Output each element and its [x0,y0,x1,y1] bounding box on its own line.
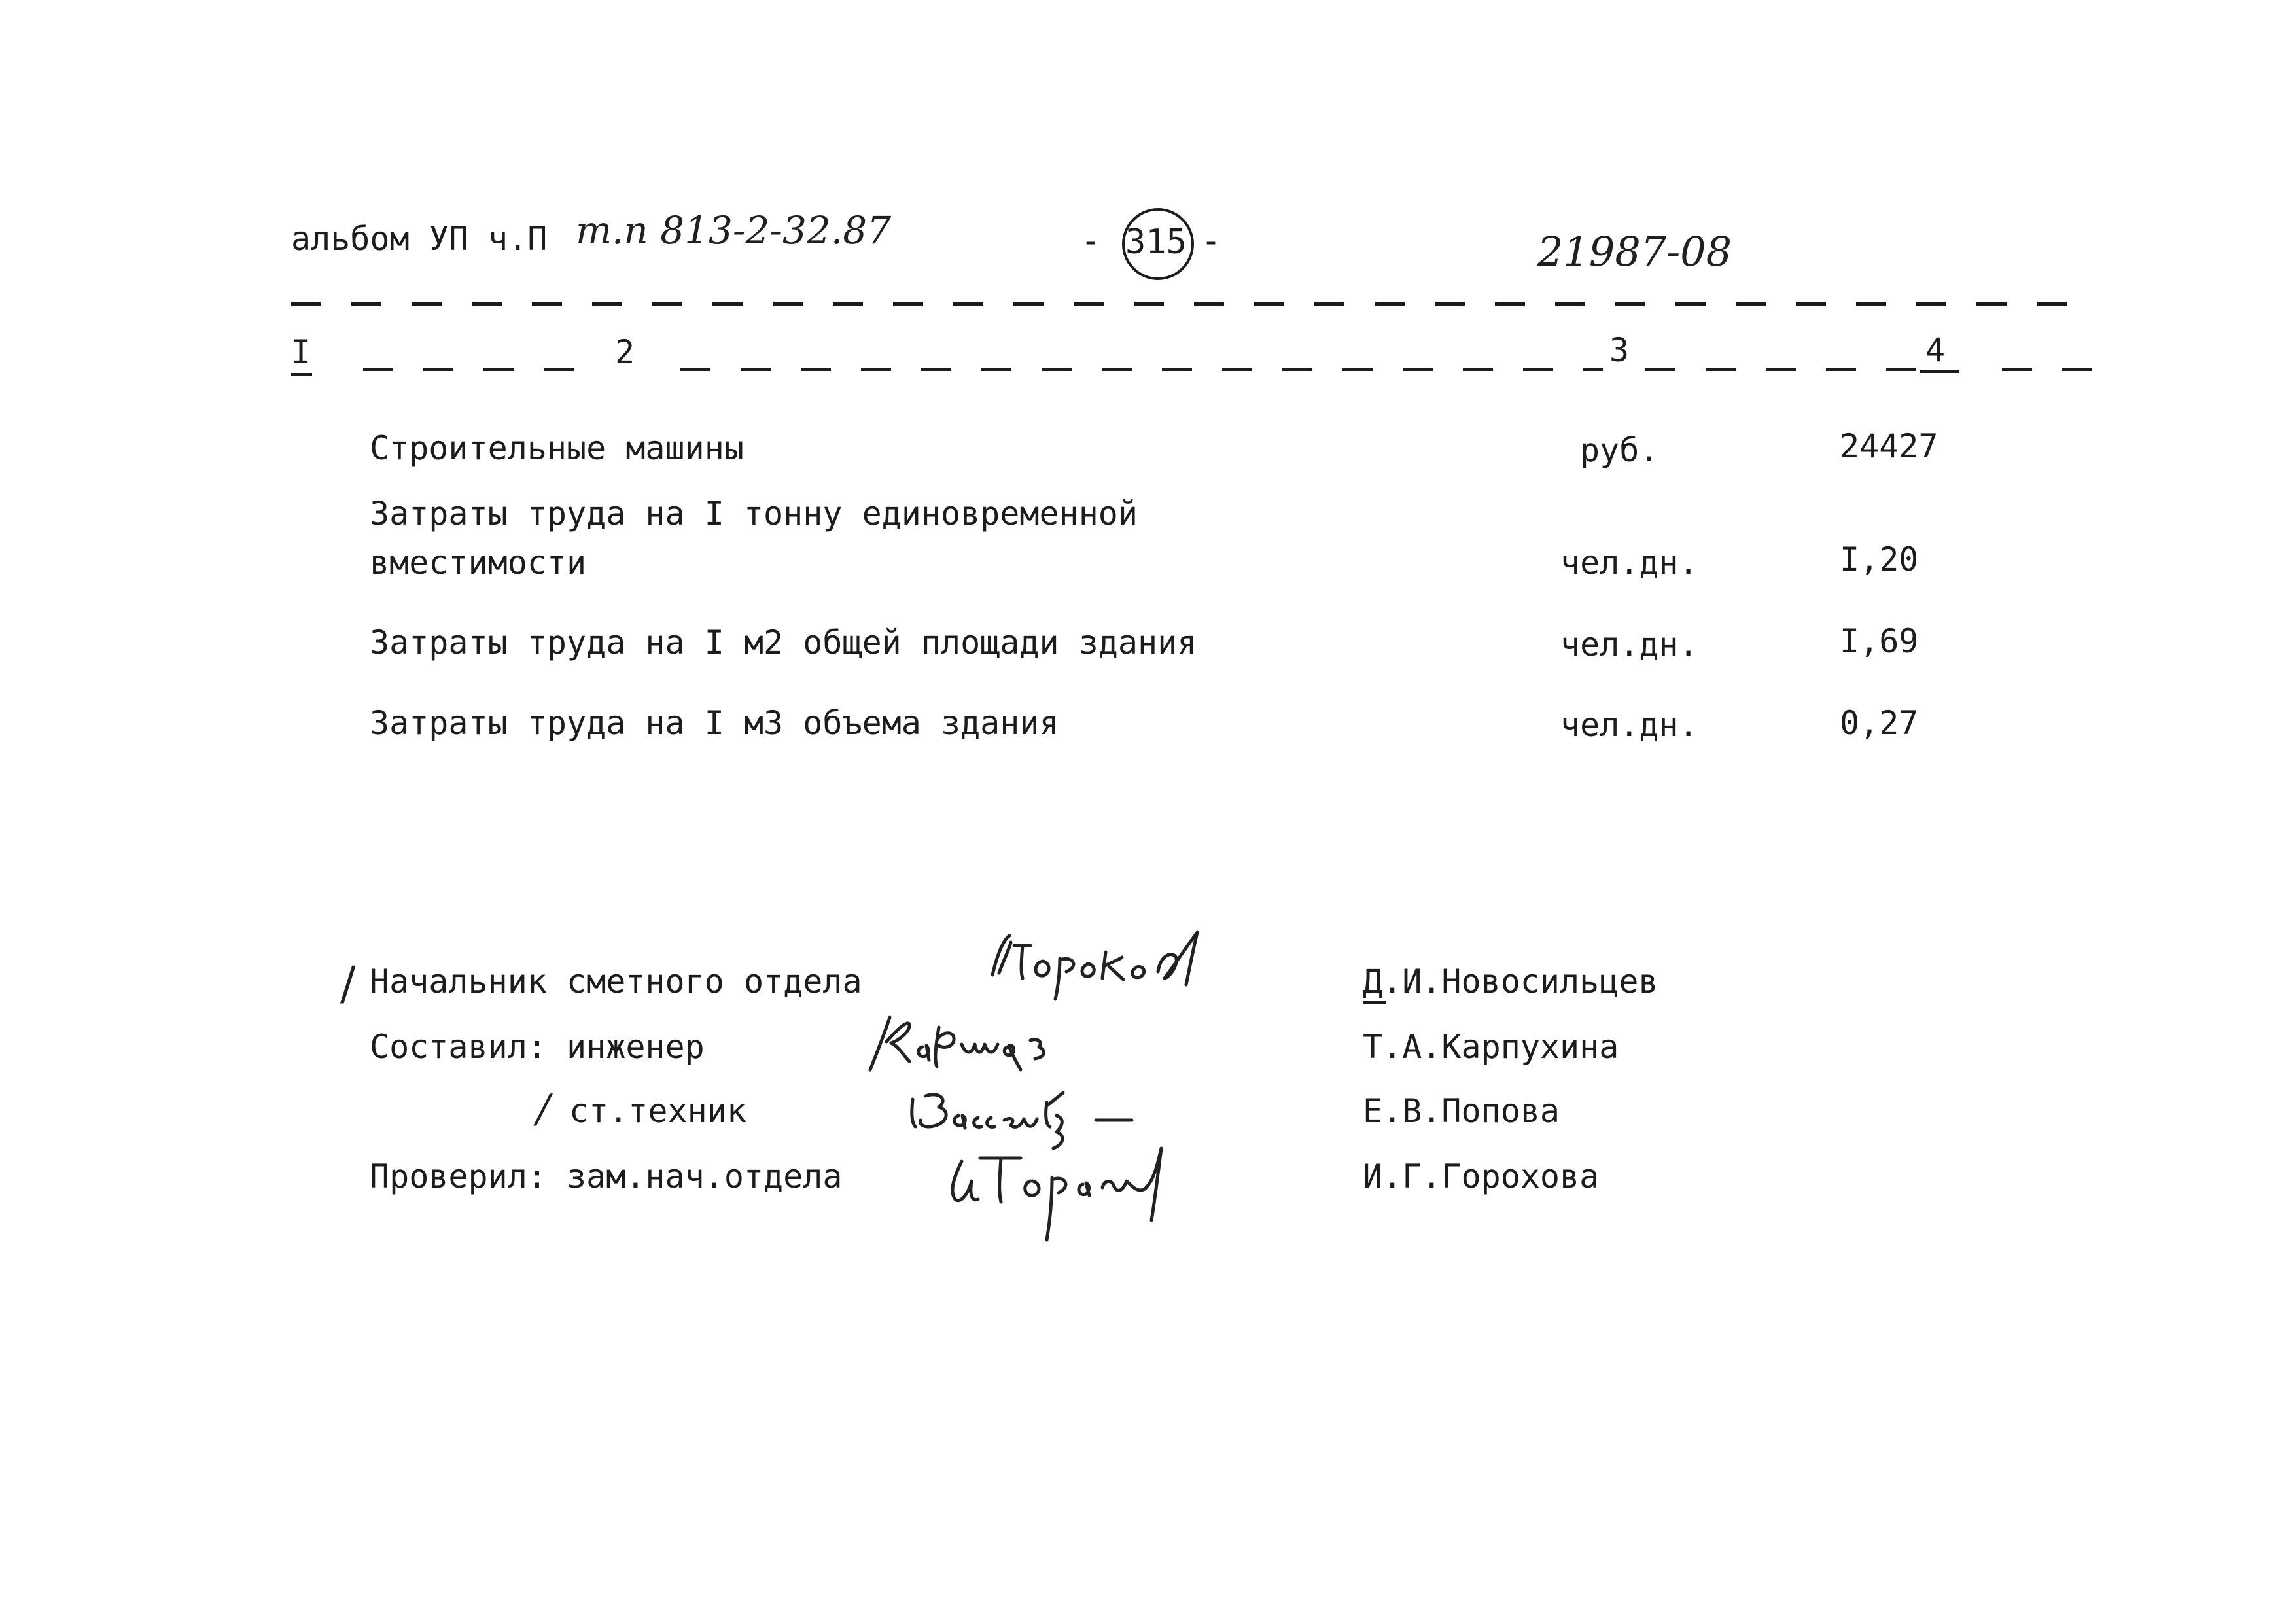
handwritten-signature [864,1001,1079,1073]
document-number-handwritten: 21987-08 [1537,228,1732,275]
handwritten-signature [906,1080,1194,1152]
row-unit: чел.дн. [1560,626,1698,663]
signature-role: Начальник сметного отдела [370,962,862,1000]
row-value: 24427 [1840,427,1938,465]
column-number-3: 3 [1609,331,1630,369]
page-number-dash-right: - [1201,222,1221,260]
column-number-1: I [291,333,311,371]
column-number-4: 4 [1925,331,1946,369]
column-dashes-2 [680,368,1603,371]
row-unit: чел.дн. [1560,706,1698,744]
project-number-handwritten: т.п 813-2-32.87 [576,208,892,253]
row-unit: чел.дн. [1560,544,1698,582]
row-label: Затраты труда на I м2 общей площади здания [370,624,1197,662]
signatory-name: Т.А.Карпухина [1363,1028,1619,1066]
signatory-name: Е.В.Попова [1363,1092,1560,1130]
handwritten-signature [985,926,1240,1004]
column-dashes-4 [2002,368,2094,371]
row-label: Затраты труда на I тонну единовременной [370,495,1138,533]
signature-mark: / [340,957,356,1010]
handwritten-signature [942,1142,1217,1246]
row-label: Затраты труда на I м3 объема здания [370,704,1059,742]
row-value: I,69 [1840,622,1919,660]
column-dashes-1 [363,368,592,371]
signature-mark: / [536,1086,550,1132]
column-dashes-3 [1645,368,1920,371]
row-value: 0,27 [1840,704,1919,742]
signature-role: ст.техник [569,1092,746,1130]
signatory-name: И.Г.Горохова [1363,1157,1600,1195]
row-unit: руб. [1580,431,1659,469]
column-number-1-underline [291,373,312,376]
page-number: 315 [1125,222,1187,262]
column-number-4-underline [1920,370,1959,373]
signatory-name: Д.И.Новосильцев [1363,962,1658,1000]
page-number-dash-left: - [1081,222,1101,260]
album-reference: альбом УП ч.П [291,220,548,258]
signature-role: Проверил: зам.нач.отдела [370,1157,843,1195]
row-label: Строительные машины [370,429,744,467]
row-value: I,20 [1840,540,1919,578]
signature-role: Составил: инженер [370,1028,705,1066]
row-label-continuation: вместимости [370,544,587,582]
header-dashed-rule [291,302,2080,306]
column-number-2: 2 [615,333,635,371]
initial-underline [1363,1001,1386,1004]
